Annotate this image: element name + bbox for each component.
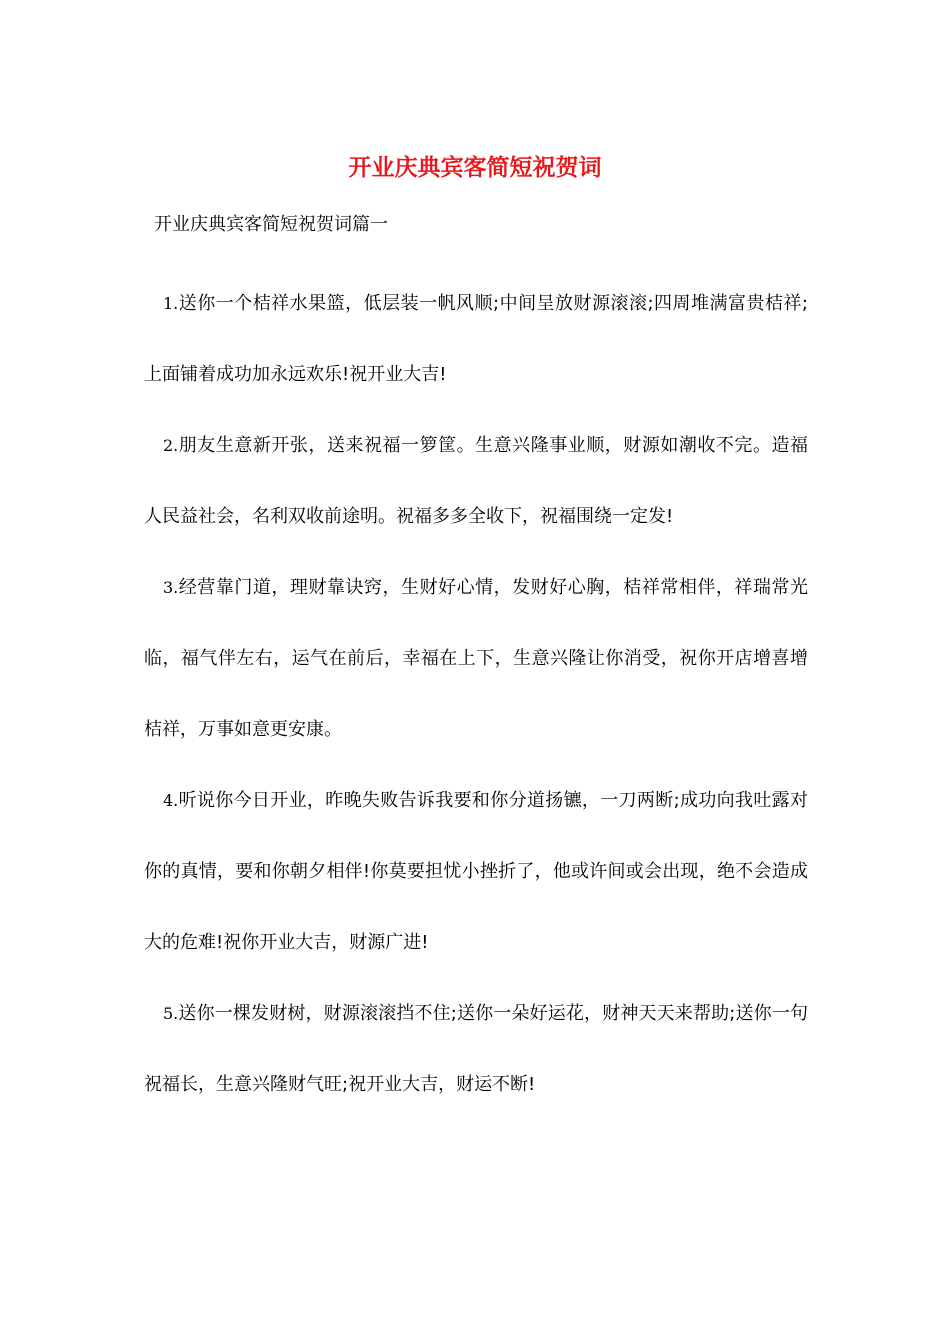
item-text: 朋友生意新开张，送来祝福一箩筐。生意兴隆事业顺，财源如潮收不完。造福人民益社会，名利双收前途明。祝福多多全收下，祝福围绕一定发! xyxy=(144,435,808,527)
item-number: 1. xyxy=(163,294,179,313)
item-text: 送你一个桔祥水果篮，低层装一帆风顺;中间呈放财源滚滚;四周堆满富贵桔祥;上面铺着成功加永远欢乐!祝开业大吉! xyxy=(144,293,808,385)
item-number: 4. xyxy=(163,791,179,810)
item-text: 听说你今日开业，昨晚失败告诉我要和你分道扬镳，一刀两断;成功向我吐露对你的真情，要和你朝夕相伴!你莫要担忧小挫折了，他或许间或会出现，绝不会造成大的危难!祝你开业大吉，财源广进! xyxy=(144,790,808,953)
item-number: 2. xyxy=(163,436,179,455)
list-item xyxy=(144,268,808,410)
list-item xyxy=(144,552,808,765)
list-item xyxy=(144,978,808,1120)
item-text: 送你一棵发财树，财源滚滚挡不住;送你一朵好运花，财神天天来帮助;送你一句祝福长，生意兴隆财气旺;祝开业大吉，财运不断! xyxy=(144,1003,808,1095)
list-item xyxy=(144,410,808,552)
document-subtitle: 开业庆典宾客简短祝贺词篇一 xyxy=(154,214,388,235)
list-item xyxy=(144,765,808,978)
item-number: 3. xyxy=(163,578,179,597)
item-number: 5. xyxy=(163,1004,179,1023)
item-text: 经营靠门道，理财靠诀窍，生财好心情，发财好心胸，桔祥常相伴，祥瑞常光临，福气伴左右，运气在前后，幸福在上下，生意兴隆让你消受，祝你开店增喜增桔祥，万事如意更安康。 xyxy=(144,577,808,740)
blessing-list xyxy=(144,268,808,1120)
document-title: 开业庆典宾客简短祝贺词 xyxy=(348,154,602,181)
